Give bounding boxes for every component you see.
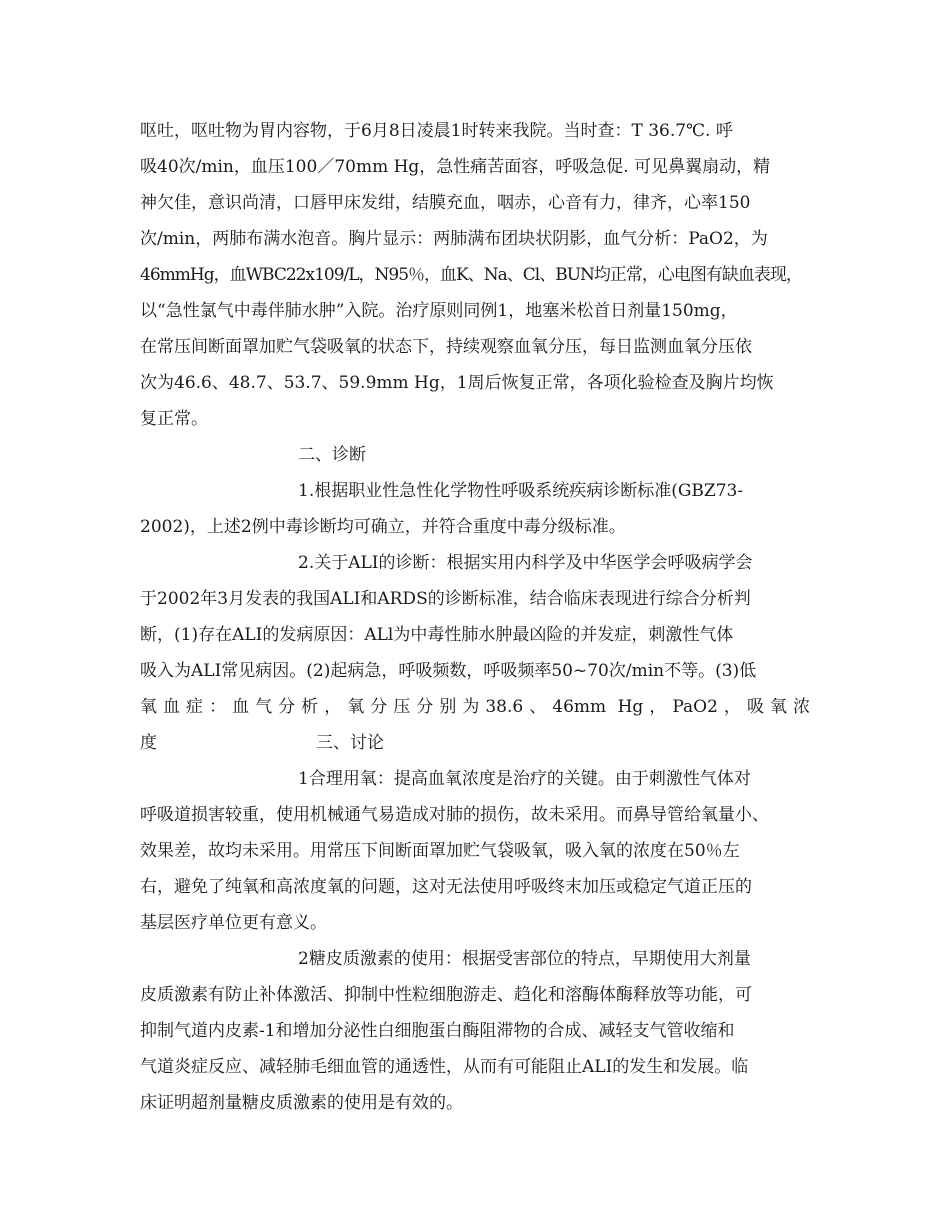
text-line: 1合理用氧：提高血氧浓度是治疗的关键。由于刺激性气体对 [298,769,751,789]
text-line: 46mmHg，血WBC22x109/L，N95％，血K、Na、Cl、BUN均正常，心电图有缺血表现， [140,265,802,285]
text-line: 1.根据职业性急性化学物性呼吸系统疾病诊断标准(GBZ73- [298,481,744,501]
text-line: 复正常。 [140,409,208,429]
text-line: 以“急性氯气中毒伴肺水肿”入院。治疗原则同例1，地塞米松首日剂量150mg， [140,301,738,321]
text-line: 吸入为ALI常见病因。(2)起病急，呼吸频数，呼吸频率50~70次/min不等。(3)低 [140,661,757,681]
section-heading-diagnosis: 二、诊断 [298,445,366,465]
text-line: 氧血症：血气分析，氧分压分别为38.6、46mm Hg，PaO2，吸氧浓 [140,697,810,717]
text-line: 右，避免了纯氧和高浓度氧的问题，这对无法使用呼吸终末加压或稳定气道正压的 [140,877,752,897]
text-line: 神欠佳，意识尚清，口唇甲床发绀，结膜充血，咽赤，心音有力，律齐，心率150 [140,193,751,213]
text-line: 次为46.6、48.7、53.7、59.9mm Hg，1周后恢复正常，各项化验检查及胸片均恢 [140,373,774,393]
text-line: 皮质激素有防止补体激活、抑制中性粒细胞游走、趋化和溶酶体酶释放等功能，可 [140,985,752,1005]
text-line: 抑制气道内皮素-1和增加分泌性白细胞蛋白酶阻滞物的合成、减轻支气管收缩和 [140,1021,735,1041]
text-line: 呼吸道损害较重，使用机械通气易造成对肺的损伤，故未采用。而鼻导管给氧量小、 [140,805,769,825]
text-line: 吸40次/min，血压100／70mm Hg，急性痛苦面容，呼吸急促. 可见鼻翼扇动，精 [140,157,771,177]
text-line: 2糖皮质激素的使用：根据受害部位的特点，早期使用大剂量 [298,949,751,969]
text-line: 次/min，两肺布满水泡音。胸片显示：两肺满布团块状阴影，血气分析：PaO2，为 [140,229,768,249]
text-line: 断，(1)存在ALI的发病原因：ALl为中毒性肺水肿最凶险的并发症，刺激性气体 [140,625,734,645]
text-line: 气道炎症反应、减轻肺毛细血管的通透性，从而有可能阻止ALI的发生和发展。临 [140,1057,749,1077]
section-heading-discussion: 三、讨论 [316,733,384,753]
text-line: 2.关于ALI的诊断：根据实用内科学及中华医学会呼吸病学会 [298,553,753,573]
text-line: 床证明超剂量糖皮质激素的使用是有效的。 [140,1093,463,1113]
text-line: 2002)，上述2例中毒诊断均可确立，并符合重度中毒分级标准。 [140,517,626,537]
text-line: 呕吐，呕吐物为胃内容物，于6月8日凌晨1时转来我院。当时查：T 36.7℃. 呼 [140,121,733,141]
text-line: 在常压间断面罩加贮气袋吸氧的状态下，持续观察血氧分压，每日监测血氧分压依 [140,337,752,357]
text-line: 效果差，故均未采用。用常压下间断面罩加贮气袋吸氧，吸入氧的浓度在50％左 [140,841,740,861]
text-line: 基层医疗单位更有意义。 [140,913,327,933]
text-line: 于2002年3月发表的我国ALI和ARDS的诊断标准，结合临床表现进行综合分析判 [140,589,751,609]
text-line: 度 [140,733,157,753]
